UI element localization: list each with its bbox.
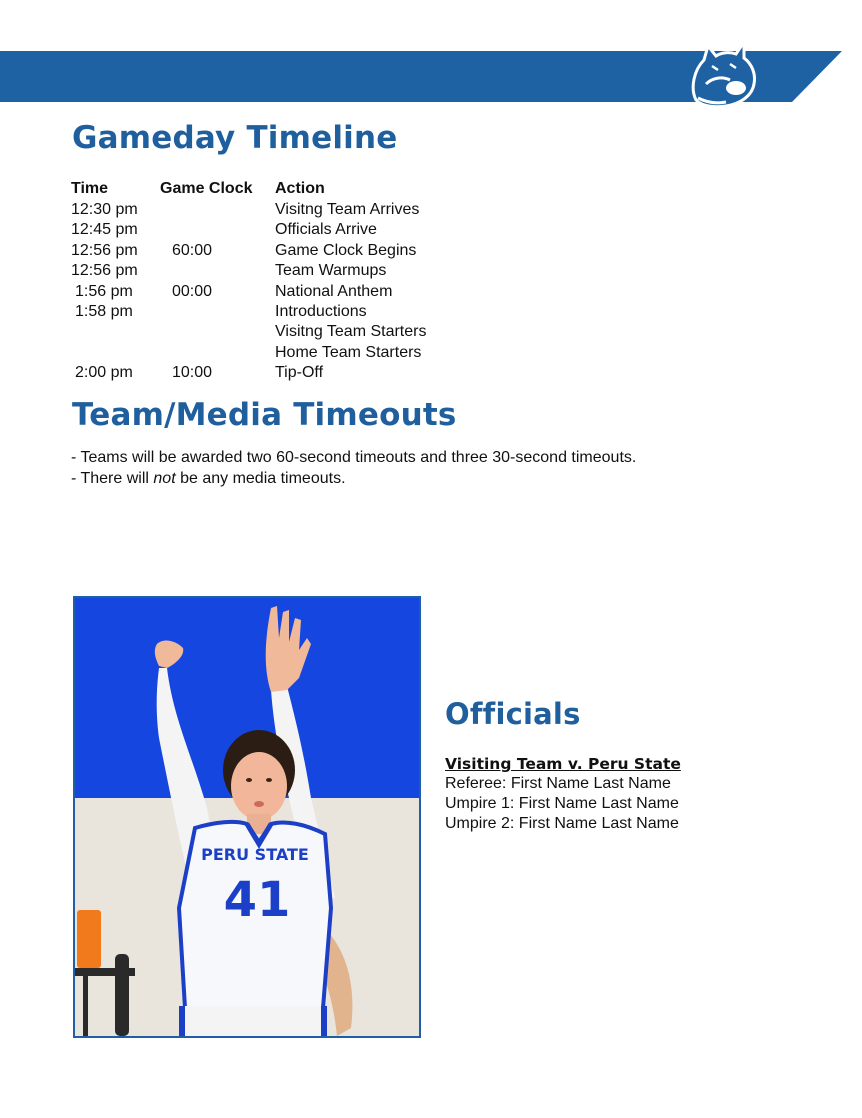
officials-list: [445, 754, 681, 834]
column-header-game-clock: Game Clock: [160, 180, 253, 197]
time-cell: 2:00 pm: [75, 364, 133, 382]
column-header-action: Action: [275, 180, 325, 197]
action-cell: Team Warmups: [275, 262, 387, 280]
timeouts-notes: [71, 448, 636, 489]
time-cell: 12:56 pm: [71, 241, 138, 259]
action-cell: National Anthem: [275, 282, 393, 300]
emphasis-text: not: [153, 469, 176, 487]
officials-heading: Officials: [445, 697, 581, 731]
action-cell: Visitng Team Arrives: [275, 201, 420, 218]
jersey-number: 41: [223, 872, 291, 928]
time-cell: 12:56 pm: [71, 262, 138, 280]
action-cell: Game Clock Begins: [275, 241, 417, 259]
gameday-timeline-heading: Gameday Timeline: [72, 120, 398, 156]
timeouts-heading: Team/Media Timeouts: [72, 397, 457, 433]
umpire-1-line: Umpire 1: First Name Last Name: [445, 795, 679, 812]
action-cell: Tip-Off: [275, 364, 324, 382]
time-cell: 12:30 pm: [71, 201, 138, 218]
referee-line: Referee: First Name Last Name: [445, 775, 671, 792]
action-cell: Visitng Team Starters: [275, 323, 427, 341]
umpire-2-line: Umpire 2: First Name Last Name: [445, 815, 679, 832]
player-photo: [73, 596, 421, 1038]
column-header-time: Time: [71, 180, 109, 197]
action-cell: Home Team Starters: [275, 343, 422, 361]
action-cell: Introductions: [275, 302, 367, 320]
clock-cell: 10:00: [172, 364, 213, 382]
action-cell: Officials Arrive: [275, 221, 377, 239]
timeouts-note-media: - There will not be any media timeouts.: [71, 469, 346, 487]
jersey-text: PERU STATE: [201, 845, 309, 864]
time-cell: 1:58 pm: [75, 302, 133, 320]
clock-cell: 60:00: [172, 241, 213, 259]
time-cell: 12:45 pm: [71, 221, 138, 239]
bobcat-logo-icon: [686, 40, 760, 112]
clock-cell: 00:00: [172, 282, 213, 300]
timeouts-note-teams: - Teams will be awarded two 60-second timeouts and three 30-second timeouts.: [71, 449, 637, 466]
matchup-title: Visiting Team v. Peru State: [445, 755, 681, 773]
time-cell: 1:56 pm: [75, 282, 133, 300]
